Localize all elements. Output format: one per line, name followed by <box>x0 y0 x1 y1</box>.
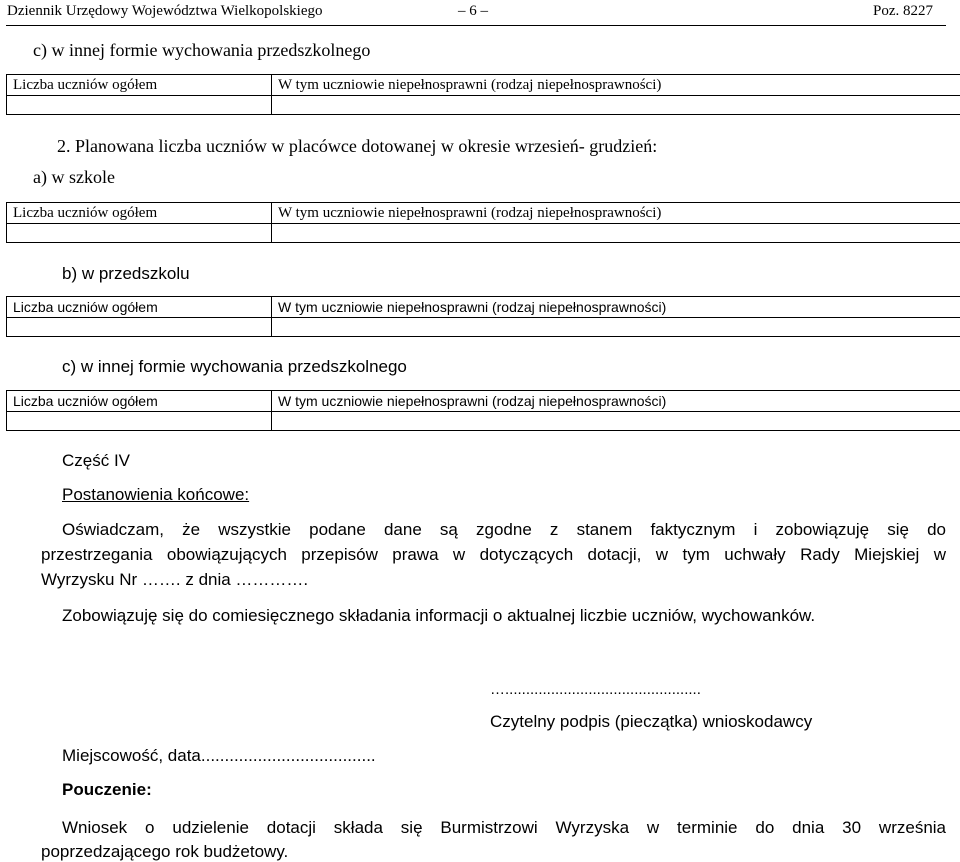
obligation-text: Zobowiązuję się do comiesięcznego składania informacji o aktualnej liczbie uczniów, wychowanków. <box>62 606 816 625</box>
table-2c <box>6 390 960 431</box>
table-header-disabled: W tym uczniowie niepełnosprawni (rodzaj niepełnosprawności) <box>272 297 960 318</box>
table-cell-disabled-input[interactable] <box>272 96 960 115</box>
section-2-heading: 2. Planowana liczba uczniów w placówce dotowanej w okresie wrzesień- grudzień: <box>57 136 658 156</box>
table-header-total: Liczba uczniów ogółem <box>7 391 272 412</box>
table-cell-total-input[interactable] <box>7 318 272 337</box>
table-header-total: Liczba uczniów ogółem <box>7 203 272 224</box>
section-2c-heading: c) w innej formie wychowania przedszkolnego <box>62 357 407 376</box>
table-2a <box>6 202 960 243</box>
header-rule <box>6 25 946 26</box>
declaration-line-2: przestrzegania obowiązujących przepisów prawa w dotyczących dotacji, w tym uchwały Rady Miejskiej w <box>41 545 946 564</box>
signature-label: Czytelny podpis (pieczątka) wnioskodawcy <box>490 712 813 731</box>
part-4-title: Część IV <box>62 451 131 470</box>
table-cell-disabled-input[interactable] <box>272 318 960 337</box>
table-cell-disabled-input[interactable] <box>272 224 960 243</box>
notice-line-1: Wniosek o udzielenie dotacji składa się Burmistrzowi Wyrzyska w terminie do dnia 30 września <box>62 818 946 837</box>
table-1c <box>6 74 960 115</box>
journal-title: Dziennik Urzędowy Województwa Wielkopolskiego <box>7 3 323 19</box>
table-cell-total-input[interactable] <box>7 412 272 431</box>
final-provisions-heading: Postanowienia końcowe: <box>62 485 250 504</box>
signature-dots: …............................................... <box>490 681 701 698</box>
table-cell-disabled-input[interactable] <box>272 412 960 431</box>
section-1c-heading: c) w innej formie wychowania przedszkolnego <box>33 40 371 60</box>
table-header-disabled: W tym uczniowie niepełnosprawni (rodzaj niepełnosprawności) <box>272 203 960 224</box>
table-header-total: Liczba uczniów ogółem <box>7 297 272 318</box>
position-number: Poz. 8227 <box>873 3 933 19</box>
place-date-field: Miejscowość, data..................................... <box>62 746 376 765</box>
section-2b-heading: b) w przedszkolu <box>62 264 190 283</box>
declaration-line-1: Oświadczam, że wszystkie podane dane są zgodne z stanem faktycznym i zobowiązuję się do <box>62 520 946 539</box>
notice-title: Pouczenie: <box>62 780 152 799</box>
section-2a-heading: a) w szkole <box>33 167 115 187</box>
table-header-disabled: W tym uczniowie niepełnosprawni (rodzaj niepełnosprawności) <box>272 75 960 96</box>
notice-line-2: poprzedzającego rok budżetowy. <box>41 842 289 861</box>
table-header-disabled: W tym uczniowie niepełnosprawni (rodzaj niepełnosprawności) <box>272 391 960 412</box>
table-cell-total-input[interactable] <box>7 96 272 115</box>
page-number: – 6 – <box>458 3 488 19</box>
table-2b <box>6 296 960 337</box>
declaration-line-3: Wyrzysku Nr ……. z dnia …………. <box>41 570 309 589</box>
table-cell-total-input[interactable] <box>7 224 272 243</box>
table-header-total: Liczba uczniów ogółem <box>7 75 272 96</box>
